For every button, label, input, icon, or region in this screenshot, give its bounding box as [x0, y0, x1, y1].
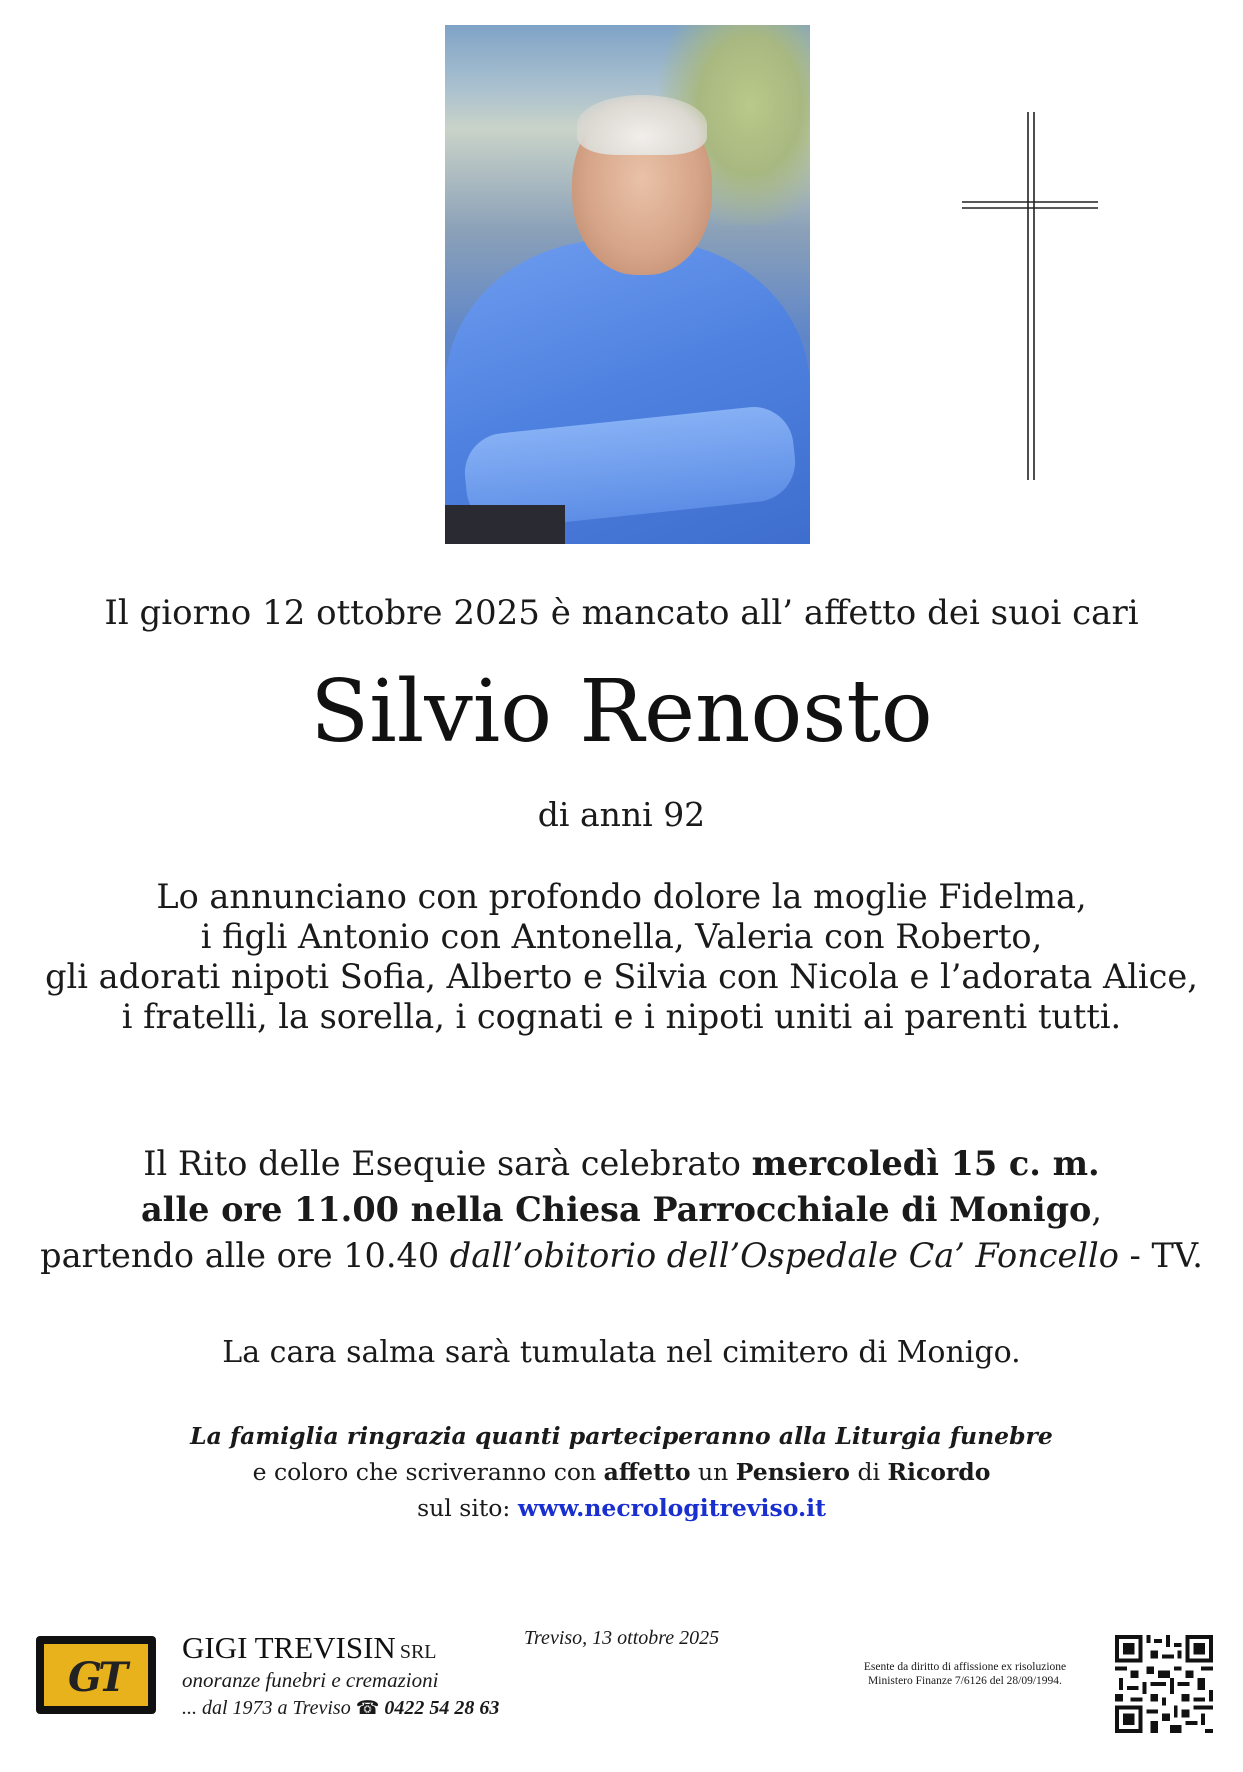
rite-line-1: Il Rito delle Esequie sarà celebrato mercoledì 15 c. m.	[143, 1144, 1100, 1183]
announce-line: Lo annunciano con profondo dolore la moglie Fidelma,	[156, 877, 1087, 916]
deceased-photo	[445, 25, 810, 544]
age-text: di anni 92	[537, 795, 706, 834]
announcement	[0, 877, 1243, 1037]
thanks-line-1: La famiglia ringrazia quanti parteciperanno alla Liturgia funebre	[190, 1422, 1053, 1450]
qr-code-icon[interactable]	[1115, 1635, 1213, 1733]
company-subtitle: onoranze funebri e cremazioni	[182, 1668, 439, 1692]
announce-line: gli adorati nipoti Sofia, Alberto e Silvia con Nicola e l’adorata Alice,	[45, 957, 1198, 996]
exemption-note: Esente da diritto di affissione ex risoluzione Ministero Finanze 7/6126 del 28/09/1994.	[863, 1661, 1067, 1687]
thanks-line-3: sul sito: www.necrologitreviso.it	[417, 1494, 826, 1522]
rite-line-3: partendo alle ore 10.40 dall’obitorio dell’Ospedale Ca’ Foncello - TV.	[40, 1236, 1203, 1275]
company-name: GIGI TREVISIN	[182, 1630, 396, 1665]
company-phone: 0422 54 28 63	[384, 1697, 500, 1719]
rite-line-2: alle ore 11.00 nella Chiesa Parrocchiale di Monigo,	[140, 1190, 1103, 1229]
intro-text: Il giorno 12 ottobre 2025 è mancato all’ affetto dei suoi cari	[104, 593, 1139, 633]
announce-line: i fratelli, la sorella, i cognati e i nipoti uniti ai parenti tutti.	[121, 997, 1122, 1036]
company-suffix: SRL	[399, 1641, 437, 1663]
website-link[interactable]: www.necrologitreviso.it	[517, 1494, 826, 1522]
company-since: ... dal 1973 a Treviso ☎ 0422 54 28 63	[182, 1697, 500, 1719]
announce-line: i figli Antonio con Antonella, Valeria con Roberto,	[200, 917, 1043, 956]
cross-icon	[962, 112, 1098, 480]
thanks-line-2: e coloro che scriveranno con affetto un Pensiero di Ricordo	[252, 1458, 991, 1486]
burial-text: La cara salma sarà tumulata nel cimitero di Monigo.	[222, 1335, 1021, 1370]
deceased-name: Silvio Renosto	[310, 662, 933, 762]
logo-monogram: GT	[68, 1654, 124, 1701]
place-date: Treviso, 13 ottobre 2025	[524, 1627, 720, 1649]
company-logo	[36, 1636, 156, 1714]
thanks-block	[0, 1418, 1243, 1526]
company-info	[182, 1630, 499, 1720]
funeral-rite	[0, 1141, 1243, 1279]
phone-icon: ☎	[355, 1698, 380, 1719]
